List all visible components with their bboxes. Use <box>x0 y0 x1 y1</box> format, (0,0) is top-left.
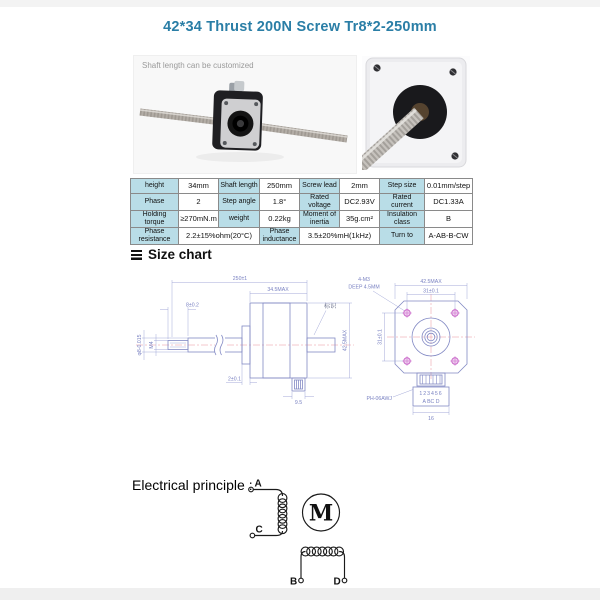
spec-key: Phase inductance <box>260 228 300 245</box>
spec-value: DC1.33A <box>425 194 473 211</box>
pin-letters: A BC D <box>422 399 440 405</box>
terminal-b-node <box>299 578 304 583</box>
pin-numbers: 123456 <box>419 391 443 397</box>
spec-table <box>130 178 473 245</box>
list-bars-icon <box>131 250 142 260</box>
mount-holes-depth-label: DEEP 4.5MM <box>348 284 380 291</box>
terminal-a-node <box>249 487 254 492</box>
spec-key: Screw lead <box>300 179 340 194</box>
size-chart-heading-label: Size chart <box>148 247 212 262</box>
table-row <box>131 179 473 194</box>
dim-body-height: 42.5MAX <box>342 329 349 352</box>
mount-holes-label: 4-M3 <box>358 277 370 283</box>
dim-hole-spacing-h: 31±0.1 <box>423 288 439 295</box>
dim-body-length: 34.5MAX <box>267 287 289 293</box>
coil-ac <box>278 494 287 534</box>
size-chart-heading <box>131 247 212 262</box>
spec-value: 34mm <box>179 179 219 194</box>
dim-connector-width: 9.5 <box>294 400 303 406</box>
spec-key: Phase resistance <box>131 228 179 245</box>
table-row <box>131 228 473 245</box>
spec-value: 250mm <box>260 179 300 194</box>
dim-screw-diameter: φ8-0.015 <box>137 334 143 356</box>
image-caption: Shaft length can be customized <box>142 61 254 70</box>
terminal-d-label: D <box>333 576 341 588</box>
spec-value: 0.01mm/step <box>425 179 473 194</box>
spec-value: DC2.93V <box>340 194 380 211</box>
coil-bd <box>301 547 343 556</box>
page-title: 42*34 Thrust 200N Screw Tr8*2-250mm <box>163 19 437 35</box>
motor-with-screw-illustration <box>134 56 356 173</box>
connector-model-label: PH-06AWJ <box>366 396 392 402</box>
product-image-main <box>133 55 357 174</box>
dim-boss-protrusion: 2±0.1 <box>228 376 241 383</box>
dim-shaft-end-length: 8±0.2 <box>186 302 199 309</box>
spec-key: Rated voltage <box>300 194 340 211</box>
terminal-c-label: C <box>255 524 263 536</box>
spec-value: 3.5±20%mH(1kHz) <box>300 228 380 245</box>
motor-face-closeup-illustration <box>362 56 470 170</box>
spec-value: 35g.cm² <box>340 211 380 228</box>
spec-key: weight <box>219 211 260 228</box>
dim-connector-length: 16 <box>428 416 434 422</box>
terminal-b-label: B <box>290 576 298 588</box>
terminal-c-node <box>250 533 255 538</box>
spec-value: A-AB-B-CW <box>425 228 473 245</box>
side-view <box>136 276 354 406</box>
table-row <box>131 194 473 211</box>
spec-key: height <box>131 179 179 194</box>
top-margin-strip <box>0 0 600 7</box>
spec-value: ≥270mN.m <box>179 211 219 228</box>
spec-value: 0.22kg <box>260 211 300 228</box>
product-image-closeup <box>362 56 470 170</box>
spec-key: Turn to <box>380 228 425 245</box>
spec-key: Holding torque <box>131 211 179 228</box>
motor-label: M <box>308 500 334 527</box>
size-chart-drawing <box>130 268 475 458</box>
spec-key: Phase <box>131 194 179 211</box>
spec-key: Step angle <box>219 194 260 211</box>
spec-value: 2mm <box>340 179 380 194</box>
spec-value: 1.8° <box>260 194 300 211</box>
spec-value: 2.2±15%ohm(20°C) <box>179 228 260 245</box>
dim-overall-length: 250±1 <box>232 276 248 282</box>
spec-value: 2 <box>179 194 219 211</box>
dim-hole-spacing-v: 31±0.1 <box>377 329 384 345</box>
terminal-d-node <box>342 578 347 583</box>
marking-label: 标识 <box>324 303 337 310</box>
electrical-heading: Electrical principle : <box>132 477 253 493</box>
dim-end-thread: M4 <box>149 341 155 349</box>
spec-value: B <box>425 211 473 228</box>
spec-key: Rated current <box>380 194 425 211</box>
dim-face-width: 42.5MAX <box>420 279 442 285</box>
spec-key: Step size <box>380 179 425 194</box>
spec-key: Insulation class <box>380 211 425 228</box>
spec-key: Shaft length <box>219 179 260 194</box>
terminal-a-label: A <box>254 478 262 490</box>
front-view <box>348 277 475 422</box>
spec-key: Moment of inertia <box>300 211 340 228</box>
table-row <box>131 211 473 228</box>
electrical-diagram <box>240 468 370 596</box>
